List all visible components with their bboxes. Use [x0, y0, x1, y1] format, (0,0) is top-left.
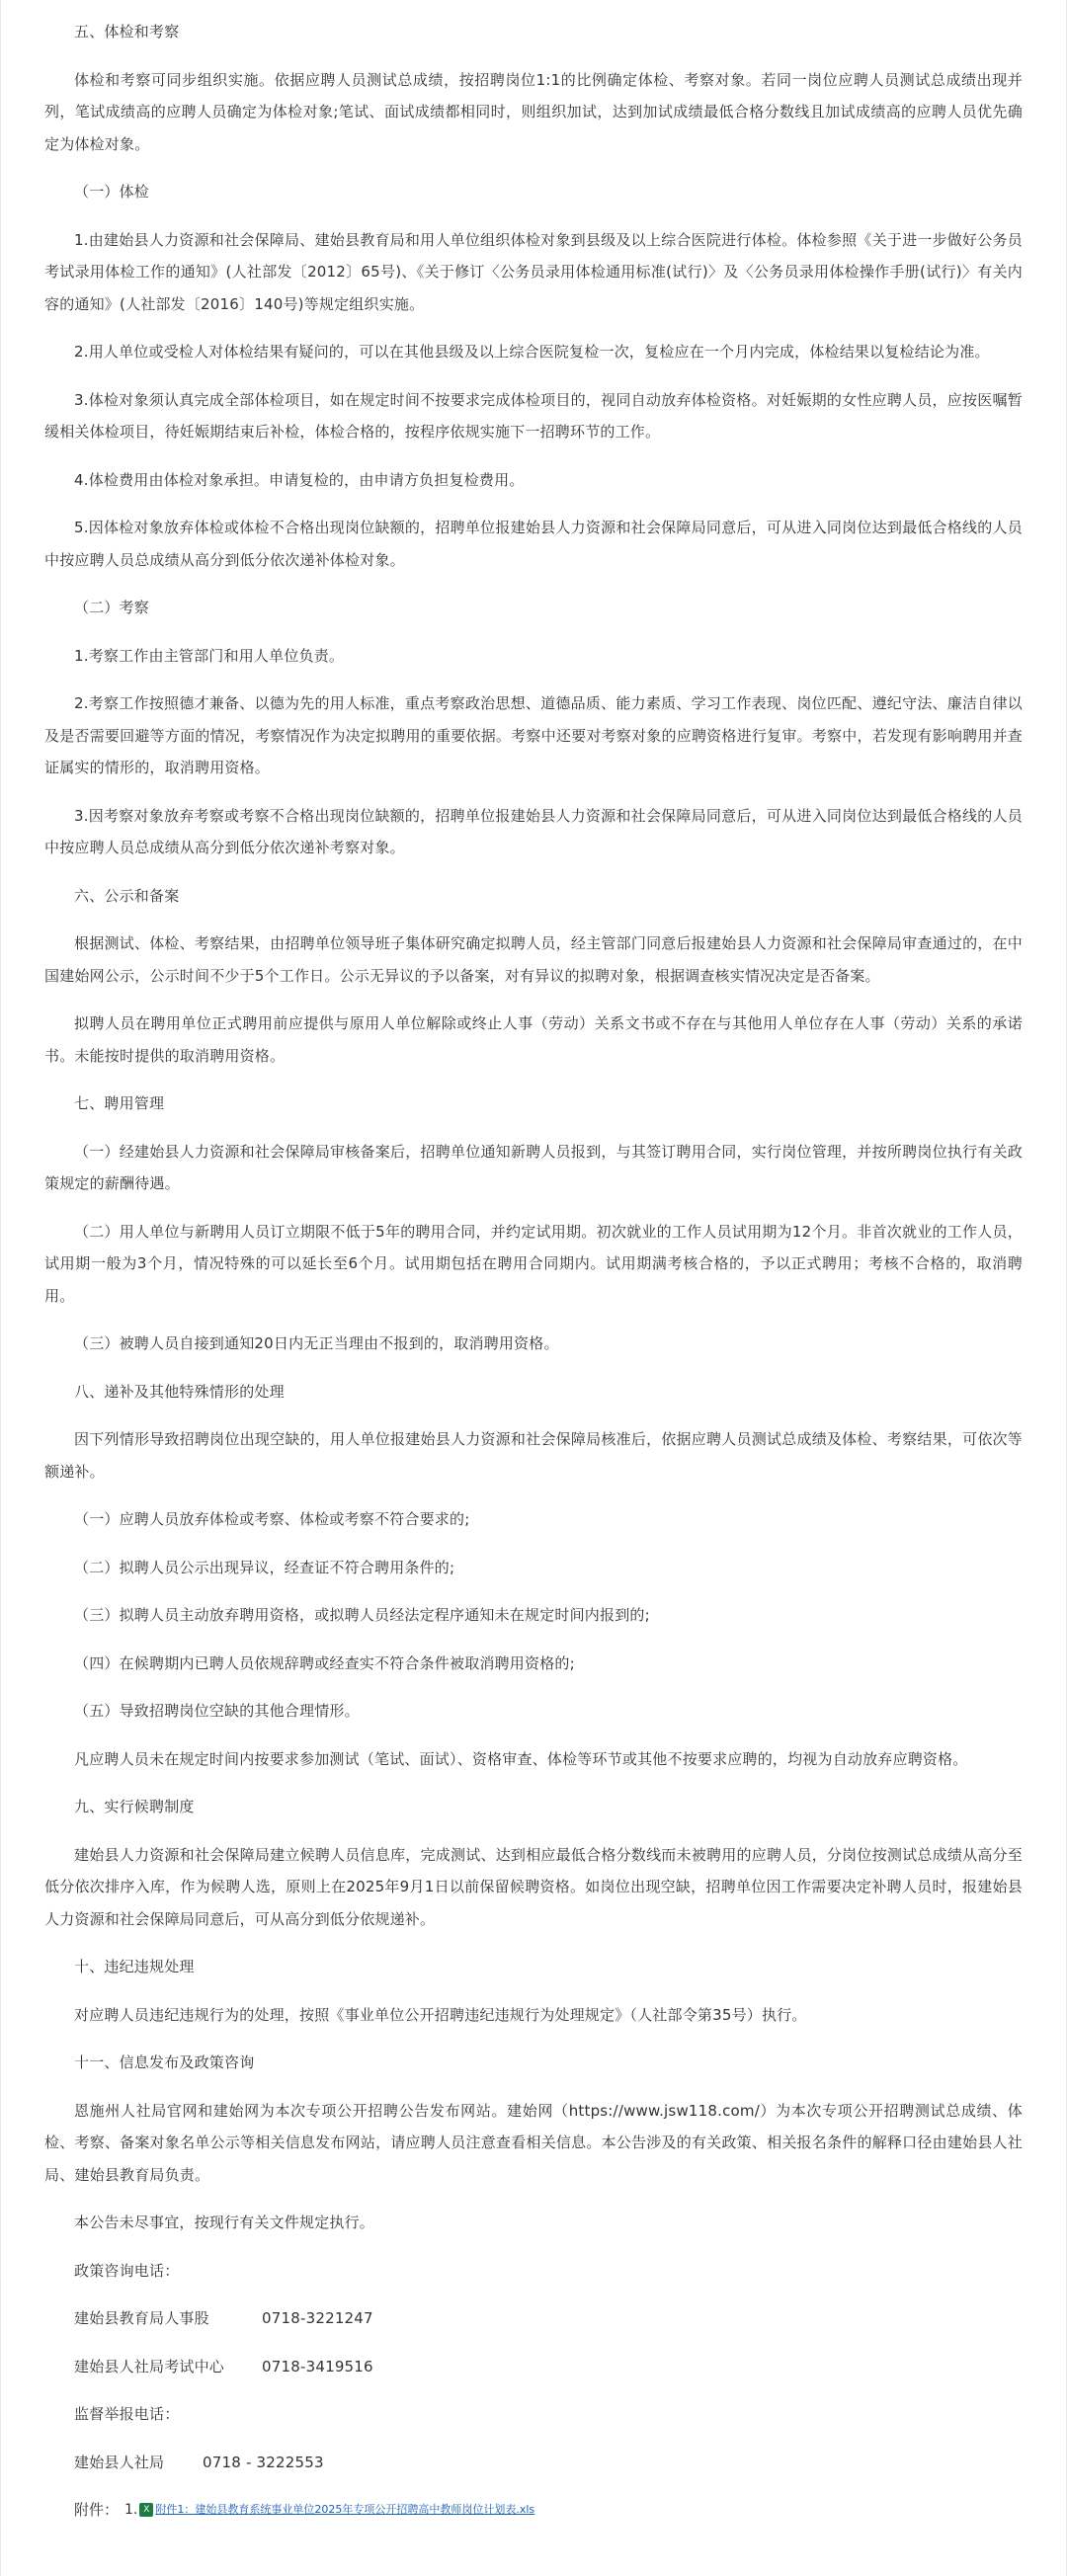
paragraph: 3.体检对象须认真完成全部体检项目，如在规定时间不按要求完成体检项目的，视同自动放弃体检资格。对妊娠期的女性应聘人员，应按医嘱暂缓相关体检项目，待妊娠期结束后补检，体检合格的，按程序依规实施下一招聘环节的工作。: [44, 390, 1023, 441]
section-heading-9: 九、实行候聘制度: [74, 1798, 195, 1815]
subsection-heading: （一）体检: [74, 183, 150, 201]
paragraph: 凡应聘人员未在规定时间内按要求参加测试（笔试、面试）、资格审查、体检等环节或其他不按要求应聘的，均视为自动放弃应聘资格。: [74, 1749, 968, 1768]
list-item: （五）导致招聘岗位空缺的其他合理情形。: [74, 1702, 360, 1720]
list-item: （二）拟聘人员公示出现异议，经查证不符合聘用条件的;: [74, 1558, 455, 1576]
paragraph: 2.考察工作按照德才兼备、以德为先的用人标准，重点考察政治思想、道德品质、能力素质、学习工作表现、岗位匹配、遵纪守法、廉洁自律以及是否需要回避等方面的情况，考察情况作为决定拟聘用的重要依据。考察中还要对考察对象的应聘资格进行复审。考察中，若发现有影响聘用并查证属实的情形的，取消聘用资格。: [44, 694, 1023, 776]
paragraph: 恩施州人社局官网和建始网为本次专项公开招聘公告发布网站。建始网（https://www.jsw118.com/）为本次专项公开招聘测试总成绩、体检、考察、备案对象名单公示等相关信息发布网站，请应聘人员注意查看相关信息。本公告涉及的有关政策、相关报名条件的解释口径由建始县人社局、建始县教育局负责。: [44, 2101, 1023, 2184]
section-heading-10: 十、违纪违规处理: [74, 1958, 195, 1975]
attachment-link[interactable]: 附件1：建始县教育系统事业单位2025年专项公开招聘高中教师岗位计划表.xls: [155, 2503, 535, 2516]
contact-name: 建始县人社局: [74, 2453, 165, 2471]
section-heading-6: 六、公示和备案: [74, 886, 180, 905]
paragraph: 4.体检费用由体检对象承担。申请复检的，由申请方负担复检费用。: [74, 470, 525, 489]
section-heading-8: 八、递补及其他特殊情形的处理: [74, 1382, 285, 1401]
section-heading-7: 七、聘用管理: [74, 1094, 165, 1112]
list-item: （三）拟聘人员主动放弃聘用资格，或拟聘人员经法定程序通知未在规定时间内报到的;: [74, 1606, 650, 1624]
attachment-label: 附件：: [74, 2501, 120, 2519]
subsection-heading: （二）考察: [74, 599, 150, 616]
paragraph: 5.因体检对象放弃体检或体检不合格出现岗位缺额的，招聘单位报建始县人力资源和社会保障局同意后，可从进入同岗位达到最低合格线的人员中按应聘人员总成绩从高分到低分依次递补体检对象。: [44, 519, 1023, 569]
paragraph: 1.由建始县人力资源和社会保障局、建始县教育局和用人单位组织体检对象到县级及以上综合医院进行体检。体检参照《关于进一步做好公务员考试录用体检工作的通知》(人社部发〔2012〕65号)、《关于修订〈公务员录用体检通用标准(试行)〉及〈公务员录用体检操作手册(试行)〉有关内容的通知》(人社部发〔2016〕140号)等规定组织实施。: [44, 230, 1023, 313]
supervision-contacts-label: 监督举报电话：: [74, 2405, 180, 2423]
article-body: [1, 0, 1066, 2527]
paragraph: （二）用人单位与新聘用人员订立期限不低于5年的聘用合同，并约定试用期。初次就业的工作人员试用期为12个月。非首次就业的工作人员，试用期一般为3个月，情况特殊的可以延长至6个月。试用期包括在聘用合同期内。试用期满考核合格的，予以正式聘用；考核不合格的，取消聘用。: [44, 1222, 1023, 1305]
paragraph: （一）经建始县人力资源和社会保障局审核备案后，招聘单位通知新聘人员报到，与其签订聘用合同，实行岗位管理，并按所聘岗位执行有关政策规定的薪酬待遇。: [44, 1142, 1023, 1192]
contact-phone: 0718-3419516: [262, 2357, 373, 2375]
paragraph: 本公告未尽事宜，按现行有关文件规定执行。: [74, 2214, 375, 2231]
section-heading-11: 十一、信息发布及政策咨询: [74, 2053, 255, 2071]
section-heading-5: 五、体检和考察: [74, 23, 180, 40]
paragraph: 建始县人力资源和社会保障局建立候聘人员信息库，完成测试、达到相应最低合格分数线而未被聘用的应聘人员，分岗位按测试总成绩从高分至低分依次排序入库，作为候聘人选，原则上在2025年9月1日以前保留候聘资格。如岗位出现空缺，招聘单位因工作需要决定补聘人员时，报建始县人力资源和社会保障局同意后，可从高分到低分依规递补。: [44, 1845, 1023, 1928]
attachment-row: [44, 2494, 1023, 2527]
contact-phone: 0718 - 3222553: [203, 2453, 324, 2471]
policy-contacts-label: 政策咨询电话：: [74, 2261, 180, 2280]
paragraph: 对应聘人员违纪违规行为的处理，按照《事业单位公开招聘违纪违规行为处理规定》（人社部令第35号）执行。: [74, 2005, 807, 2024]
paragraph: 根据测试、体检、考察结果，由招聘单位领导班子集体研究确定拟聘人员，经主管部门同意后报建始县人力资源和社会保障局审查通过的，在中国建始网公示，公示时间不少于5个工作日。公示无异议的予以备案，对有异议的拟聘对象，根据调查核实情况决定是否备案。: [44, 934, 1023, 985]
paragraph: 因下列情形导致招聘岗位出现空缺的，用人单位报建始县人力资源和社会保障局核准后，依据应聘人员测试总成绩及体检、考察结果，可依次等额递补。: [44, 1430, 1023, 1481]
contact-row: [44, 2302, 1023, 2335]
paragraph: 拟聘人员在聘用单位正式聘用前应提供与原用人单位解除或终止人事（劳动）关系文书或不存在与其他用人单位存在人事（劳动）关系的承诺书。未能按时提供的取消聘用资格。: [44, 1014, 1023, 1065]
contact-row: [44, 2351, 1023, 2383]
contact-name: 建始县教育局人事股: [74, 2309, 209, 2327]
paragraph: （三）被聘人员自接到通知20日内无正当理由不报到的，取消聘用资格。: [74, 1334, 559, 1352]
attachment-number: 1.: [124, 2502, 138, 2518]
paragraph: 1.考察工作由主管部门和用人单位负责。: [74, 646, 345, 665]
contact-phone: 0718-3221247: [262, 2309, 373, 2327]
list-item: （一）应聘人员放弃体检或考察、体检或考察不符合要求的;: [74, 1510, 470, 1528]
contact-row: [44, 2447, 1023, 2479]
paragraph: 2.用人单位或受检人对体检结果有疑问的，可以在其他县级及以上综合医院复检一次，复检应在一个月内完成，体检结果以复检结论为准。: [74, 343, 990, 361]
paragraph: 3.因考察对象放弃考察或考察不合格出现岗位缺额的，招聘单位报建始县人力资源和社会保障局同意后，可从进入同岗位达到最低合格线的人员中按应聘人员总成绩从高分到低分依次递补考察对象。: [44, 806, 1023, 856]
paragraph: 体检和考察可同步组织实施。依据应聘人员测试总成绩，按招聘岗位1:1的比例确定体检、考察对象。若同一岗位应聘人员测试总成绩出现并列，笔试成绩高的应聘人员确定为体检对象;笔试、面试成绩都相同时，则组织加试，达到加试成绩最低合格分数线且加试成绩高的应聘人员优先确定为体检对象。: [44, 70, 1023, 153]
contact-name: 建始县人社局考试中心: [74, 2357, 225, 2375]
excel-file-icon: X: [139, 2503, 153, 2517]
list-item: （四）在候聘期内已聘人员依规辞聘或经查实不符合条件被取消聘用资格的;: [74, 1653, 575, 1672]
